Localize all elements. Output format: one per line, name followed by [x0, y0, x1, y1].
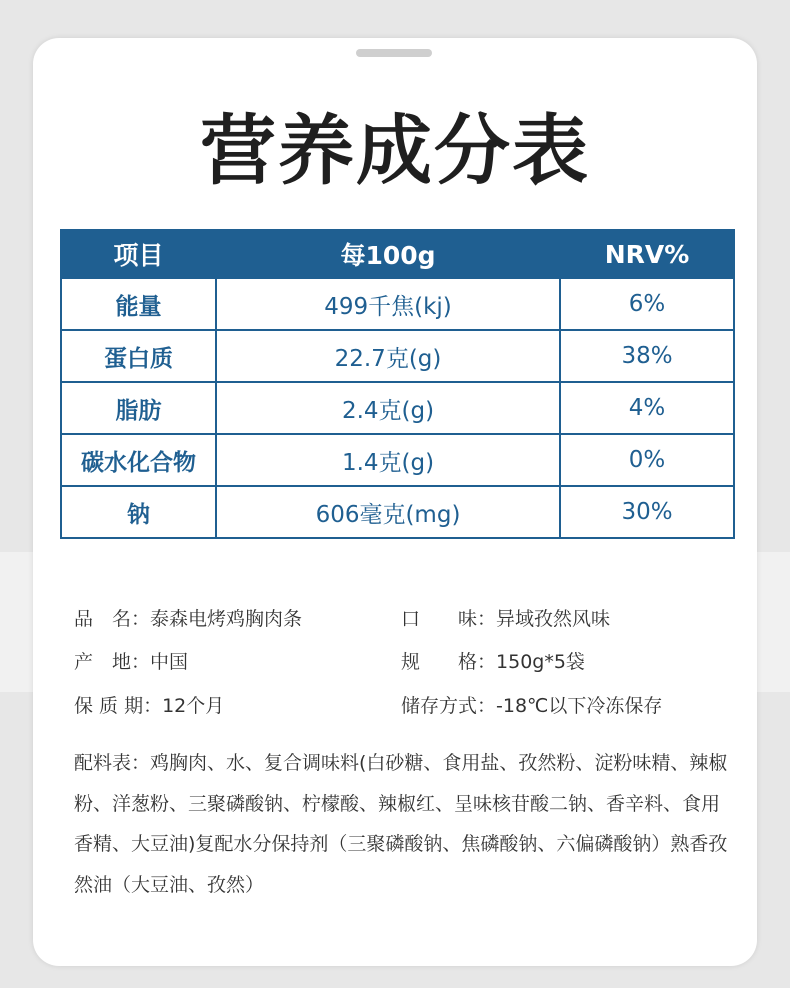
flavor-line — [401, 605, 610, 633]
origin-label: 产 地： — [74, 651, 151, 673]
spec-value: 150g*5袋 — [496, 651, 585, 673]
table-row — [61, 278, 734, 330]
origin-value: 中国 — [150, 651, 189, 673]
row-nrv: 6% — [560, 278, 734, 330]
ingredients-text: 配料表：鸡胸肉、水、复合调味料(白砂糖、食用盐、孜然粉、淀粉味精、辣椒粉、洋葱粉、三聚磷酸钠、柠檬酸、辣椒红、呈味核苷酸二钠、香辛料、食用香精、大豆油)复配水分保持剂（三聚磷酸钠、焦磷酸钠、六偏磷酸钠）熟香孜然油（大豆油、孜然） — [74, 752, 728, 896]
header-nrv: NRV% — [560, 230, 734, 278]
drag-handle — [356, 49, 432, 57]
spec-line — [401, 648, 585, 676]
product-name-label: 品 名： — [74, 608, 151, 630]
origin-line — [74, 648, 188, 676]
row-nrv: 30% — [560, 486, 734, 538]
table-row — [61, 434, 734, 486]
storage-label: 储存方式： — [401, 695, 497, 717]
header-item: 项目 — [61, 230, 216, 278]
row-item: 蛋白质 — [61, 330, 216, 382]
row-item: 钠 — [61, 486, 216, 538]
table-row — [61, 330, 734, 382]
table-row — [61, 382, 734, 434]
row-per100g: 1.4克(g) — [216, 434, 560, 486]
storage-value: -18℃以下冷冻保存 — [496, 695, 663, 717]
flavor-label: 口 味： — [401, 608, 497, 630]
row-item: 能量 — [61, 278, 216, 330]
storage-line — [401, 692, 662, 720]
header-per100g: 每100g — [216, 230, 560, 278]
row-per100g: 606毫克(mg) — [216, 486, 560, 538]
flavor-value: 异域孜然风味 — [496, 608, 611, 630]
shelf-life-value: 12个月 — [162, 695, 225, 717]
nutrition-table — [60, 229, 735, 539]
row-item: 脂肪 — [61, 382, 216, 434]
row-per100g: 2.4克(g) — [216, 382, 560, 434]
table-row — [61, 486, 734, 538]
row-nrv: 4% — [560, 382, 734, 434]
row-per100g: 499千焦(kj) — [216, 278, 560, 330]
row-item: 碳水化合物 — [61, 434, 216, 486]
row-per100g: 22.7克(g) — [216, 330, 560, 382]
page-title: 营养成分表 — [200, 106, 590, 195]
product-name-value: 泰森电烤鸡胸肉条 — [150, 608, 303, 630]
product-name-line — [74, 605, 302, 633]
shelf-life-line — [74, 692, 224, 720]
row-nrv: 0% — [560, 434, 734, 486]
nutrition-card — [33, 38, 757, 966]
shelf-life-label: 保 质 期： — [74, 695, 163, 717]
row-nrv: 38% — [560, 330, 734, 382]
table-header-row — [61, 230, 734, 278]
spec-label: 规 格： — [401, 651, 497, 673]
